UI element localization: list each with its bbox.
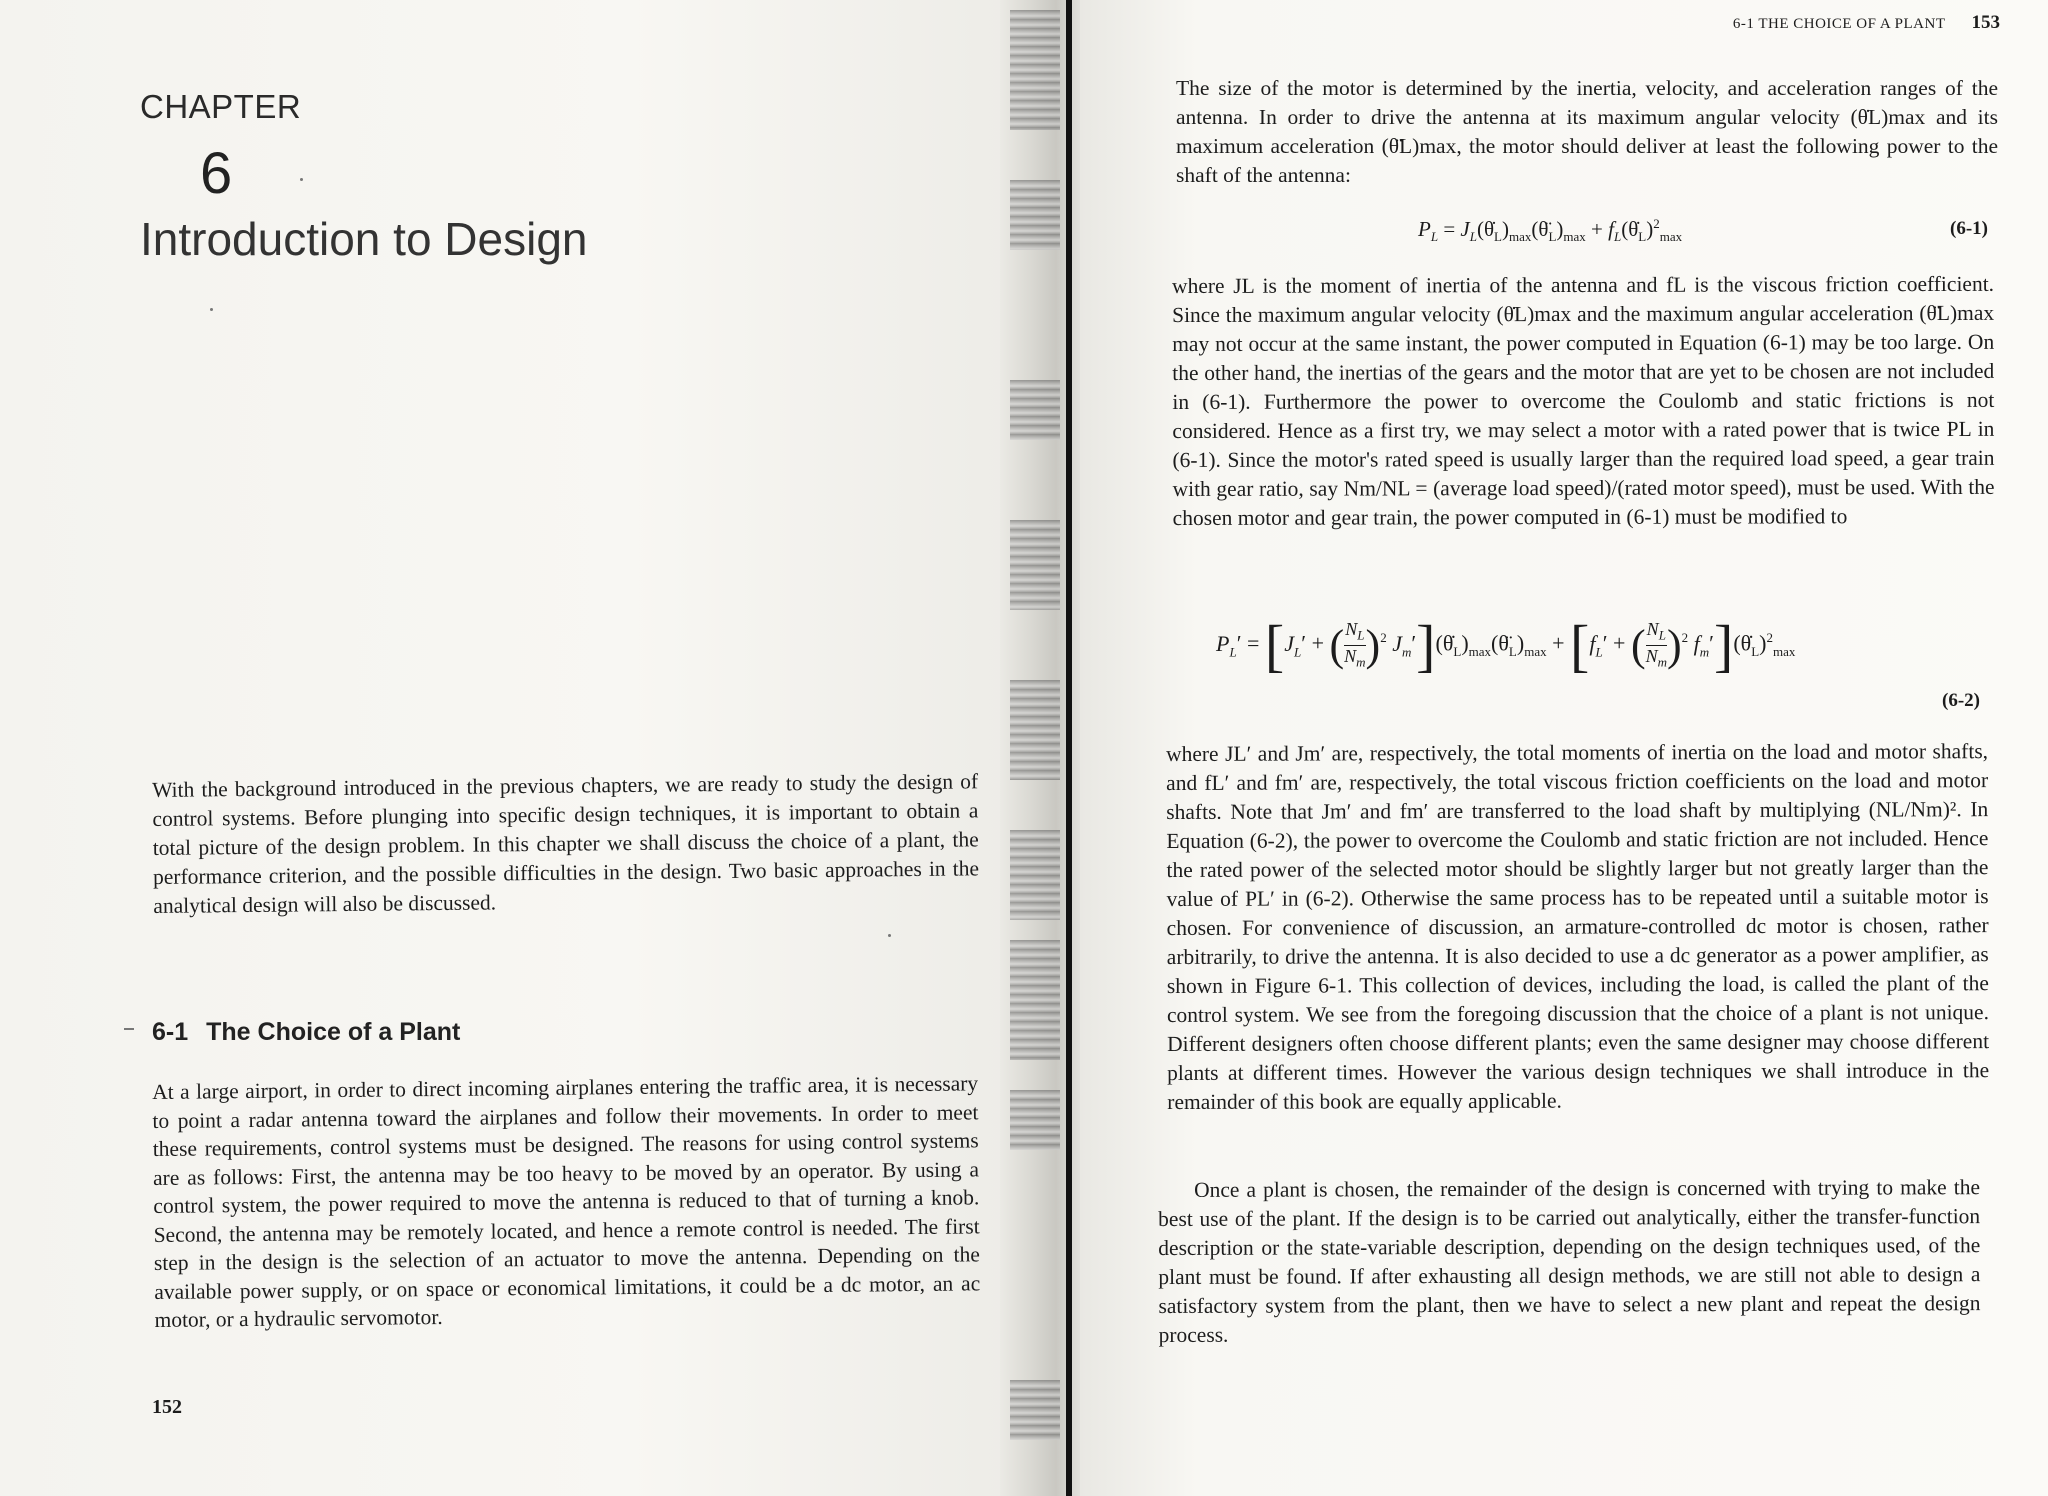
paragraph-plant-definition: where JL′ and Jm′ are, respectively, the total moments of inertia on the load and motor shafts, and fL′ and fm′ are, respectively, the total viscous friction coefficients on the load and motor shafts. Note that Jm′ and fm′ are transferred to the load shaft by multiplying (NL/Nm)². In Equation (6-2), the power to overcome the Coulomb and static friction are not included. Hence the rated power of the selected motor should be slightly larger but not greatly larger than the value of PL′ in (6-2). Otherwise the same process has to be repeated until a suitable motor is chosen. For convenience of discussion, an armature-controlled dc motor is chosen, rather arbitrarily, to drive the antenna. It is also decided to use a dc generator as a power amplifier, as shown in Figure 6-1. This collection of devices, including the load, is called the plant of the control system. We see from the foregoing discussion that the choice of a plant is not unique. Different designers often choose different plants; even the same designer may choose different plants at different times. However the various design techniques we shall introduce in the remainder of this book are equally applicable. [1166,739,1990,1114]
chapter-label: CHAPTER [140,88,302,125]
section-title: The Choice of a Plant [206,1018,461,1046]
gutter-shadow [1010,940,1060,1060]
equation-6-2-label: (6-2) [1942,690,1980,711]
gutter-shadow [1010,1090,1060,1150]
scan-speck [300,178,303,181]
section-number: 6-1 [152,1018,189,1046]
paragraph-design-process: Once a plant is chosen, the remainder of the design is concerned with trying to make the best use of the plant. If the design is to be carried out analytically, either the transfer-function description or the state-variable description, depending on the design techniques used, of the plant must be found. If after exhausting all design methods, we are still not able to design a satisfactory system from the plant, then we have to select a new plant and repeat the design process. [1158,1175,1981,1347]
gutter-shadow [1010,830,1060,920]
equation-6-1: $P_L$ = $J_L(\thetȧ_L)_{max}(\thetä_L)_{max}$ + $f_L(\thetȧ_L)^2_{max}$ [1418,216,1683,245]
chapter-title: Introduction to Design [140,213,588,265]
page-number-left: 152 [152,1396,182,1418]
running-head [1660,12,2000,34]
chapter-number: 6 [200,141,233,206]
chapter-intro-paragraph: With the background introduced in the previous chapters, we are ready to study the design of control systems. Before plunging into specific design techniques, it is important to obtain a total picture of the design problem. In this chapter we shall discuss the choice of a plant, the performance criterion, and the possible difficulties in the design. Two basic approaches in the analytical design will also be discussed. [152,769,980,918]
gutter-shadow [1010,1380,1060,1440]
running-head-title: 6-1 THE CHOICE OF A PLANT [1732,16,1946,32]
equation-6-1-label: (6-1) [1950,218,1988,239]
gutter-shadow [1010,520,1060,610]
section-heading [152,1018,460,1047]
gutter-shadow [1010,380,1060,440]
spine-shadow [1066,0,1072,1496]
scan-speck [210,308,213,311]
gutter-shadow [1010,10,1060,130]
equation-6-2: $P_L' = [J_L' + (\frac{N_L}{N_m})^2$ $J_m'](\thetȧ_L)_{max}(\thetä_L)_{max} + [f_L' + (\frac{N_L}{N_m})^2$ $f_m'](\thetȧ_L)^2_{max}$ [1216,613,1796,678]
gutter-shadow [1010,680,1060,780]
gutter-shadow [1010,180,1060,250]
scan-speck [124,1028,134,1030]
scan-speck [888,934,891,937]
section-body-paragraph: At a large airport, in order to direct incoming airplanes entering the traffic area, it is necessary to point a radar antenna toward the airplanes and follow their movements. In order to meet these requirements, control systems must be designed. The reasons for using control systems are as follows: First, the antenna may be too heavy to be moved by an operator. By using a control system, the power required to move the antenna is reduced to that of turning a knob. Second, the antenna may be remotely located, and hence a remote control is needed. The first step in the design is the selection of an actuator to move the antenna. Depending on the available power supply, or on space or economical limitations, it could be a dc motor, an ac motor, or a hydraulic servomotor. [152,1071,981,1332]
paragraph-motor-size: The size of the motor is determined by the inertia, velocity, and acceleration ranges of the antenna. In order to drive the antenna at its maximum angular velocity (θ̇L)max and its maximum acceleration (θ̈L)max, the motor should deliver at least the following power to the shaft of the antenna: [1176,76,1998,187]
page-number-right: 153 [1971,12,2000,33]
paragraph-power-modification: where JL is the moment of inertia of the antenna and fL is the viscous friction coefficient. Since the maximum angular velocity (θ̇L)max and the maximum angular acceleration (θ̈L)max may not occur at the same instant, the power computed in Equation (6-1) may be too large. On the other hand, the inertias of the gears and the motor that are yet to be chosen are not included in (6-1). Furthermore the power to overcome the Coulomb and static frictions is not considered. Hence as a first try, we may select a motor with a rated power that is twice PL in (6-1). Since the motor's rated speed is usually larger than the required load speed, a gear train with gear ratio, say Nm/NL = (average load speed)/(rated motor speed), must be used. With the chosen motor and gear train, the power computed in (6-1) must be modified to [1172,271,1995,530]
